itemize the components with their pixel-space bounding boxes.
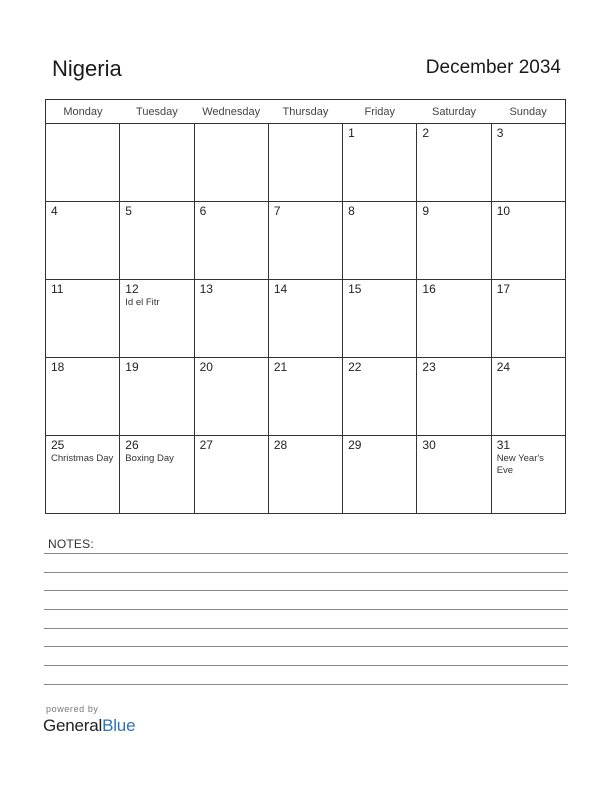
- holiday-label: Christmas Day: [51, 453, 114, 464]
- note-line: [44, 572, 568, 573]
- day-cell[interactable]: [194, 124, 268, 202]
- day-number: 9: [422, 204, 430, 218]
- day-number: 8: [348, 204, 355, 218]
- day-cell[interactable]: [343, 124, 417, 202]
- day-cell[interactable]: [194, 436, 268, 514]
- day-number: 5: [125, 204, 132, 218]
- day-number: 3: [496, 126, 504, 140]
- day-cell[interactable]: [46, 124, 120, 202]
- day-cell[interactable]: [417, 124, 491, 202]
- day-cell[interactable]: [491, 124, 565, 202]
- day-number: 12: [125, 282, 139, 296]
- day-cell[interactable]: [417, 202, 491, 280]
- month-title: December 2034: [425, 57, 561, 78]
- day-cell[interactable]: [46, 436, 120, 514]
- day-cell[interactable]: [194, 280, 268, 358]
- weekday-header: Tuesday: [120, 100, 194, 124]
- day-cell[interactable]: [343, 280, 417, 358]
- day-number: 17: [496, 282, 511, 296]
- day-cell[interactable]: [268, 436, 342, 514]
- note-line: [44, 646, 568, 647]
- day-number: [269, 124, 342, 126]
- weekday-header: Wednesday: [194, 100, 268, 124]
- day-number: 15: [348, 282, 362, 296]
- day-number: 27: [199, 438, 213, 452]
- weekday-header: Monday: [46, 100, 120, 124]
- day-number: 26: [125, 438, 139, 452]
- day-cell[interactable]: [46, 202, 120, 280]
- day-cell[interactable]: [491, 202, 565, 280]
- day-number: [46, 124, 119, 126]
- day-number: 6: [199, 204, 207, 218]
- day-cell[interactable]: [491, 358, 565, 436]
- day-cell[interactable]: [343, 358, 417, 436]
- week-row: [46, 358, 566, 436]
- day-cell[interactable]: [417, 358, 491, 436]
- week-row: [46, 202, 566, 280]
- day-cell[interactable]: [268, 358, 342, 436]
- day-number: 7: [273, 204, 281, 218]
- day-number: 20: [199, 360, 213, 374]
- day-number: 25: [51, 438, 65, 452]
- week-row: [46, 436, 566, 514]
- day-cell[interactable]: [194, 202, 268, 280]
- note-line: [44, 553, 568, 554]
- day-cell[interactable]: [268, 280, 342, 358]
- day-number: 19: [125, 360, 139, 374]
- day-number: 23: [422, 360, 436, 374]
- day-cell[interactable]: [120, 202, 194, 280]
- day-number: 22: [348, 360, 362, 374]
- day-number: 10: [496, 204, 511, 218]
- brand-general-text: General: [43, 716, 103, 735]
- week-row: [46, 280, 566, 358]
- note-line: [44, 609, 568, 610]
- day-cell[interactable]: [417, 436, 491, 514]
- powered-by-text: powered by: [46, 704, 99, 714]
- day-number: 18: [51, 360, 65, 374]
- holiday-label: Boxing Day: [125, 453, 174, 464]
- day-number: 13: [199, 282, 213, 296]
- day-cell[interactable]: [491, 436, 565, 514]
- day-cell[interactable]: [194, 358, 268, 436]
- note-line: [44, 628, 568, 629]
- day-cell[interactable]: [343, 202, 417, 280]
- day-cell[interactable]: [120, 358, 194, 436]
- notes-label: NOTES:: [48, 537, 94, 551]
- day-number: 24: [496, 360, 511, 374]
- note-line: [44, 665, 568, 666]
- day-number: 28: [273, 438, 288, 452]
- note-line: [44, 684, 568, 685]
- weekday-header: Sunday: [491, 100, 565, 124]
- country-title: Nigeria: [52, 56, 122, 81]
- day-number: 14: [273, 282, 288, 296]
- day-cell[interactable]: [120, 436, 194, 514]
- brand-blue-text: Blue: [102, 716, 136, 735]
- day-cell[interactable]: [120, 124, 194, 202]
- day-number: 2: [422, 126, 430, 140]
- day-cell[interactable]: [120, 280, 194, 358]
- day-number: 11: [51, 282, 64, 296]
- day-number: 1: [348, 126, 355, 140]
- day-cell[interactable]: [46, 280, 120, 358]
- weekday-header: Saturday: [417, 100, 491, 124]
- day-number: 4: [51, 204, 58, 218]
- day-number: [195, 124, 268, 126]
- holiday-label: Id el Fitr: [125, 297, 160, 308]
- weekday-header: Friday: [343, 100, 417, 124]
- holiday-label: New Year's Eve: [496, 453, 544, 476]
- weekday-header: Thursday: [268, 100, 342, 124]
- day-number: 31: [496, 438, 511, 452]
- day-cell[interactable]: [268, 124, 342, 202]
- calendar-grid: [45, 99, 566, 514]
- day-number: 16: [422, 282, 436, 296]
- day-cell[interactable]: [343, 436, 417, 514]
- day-cell[interactable]: [491, 280, 565, 358]
- day-number: 29: [348, 438, 362, 452]
- week-row: [46, 124, 566, 202]
- generalblue-logo[interactable]: [43, 716, 135, 736]
- day-number: 21: [273, 360, 288, 374]
- day-number: 30: [422, 438, 436, 452]
- day-cell[interactable]: [417, 280, 491, 358]
- day-cell[interactable]: [268, 202, 342, 280]
- day-number: [120, 124, 193, 126]
- weekday-header-row: [46, 100, 566, 124]
- note-line: [44, 590, 568, 591]
- day-cell[interactable]: [46, 358, 120, 436]
